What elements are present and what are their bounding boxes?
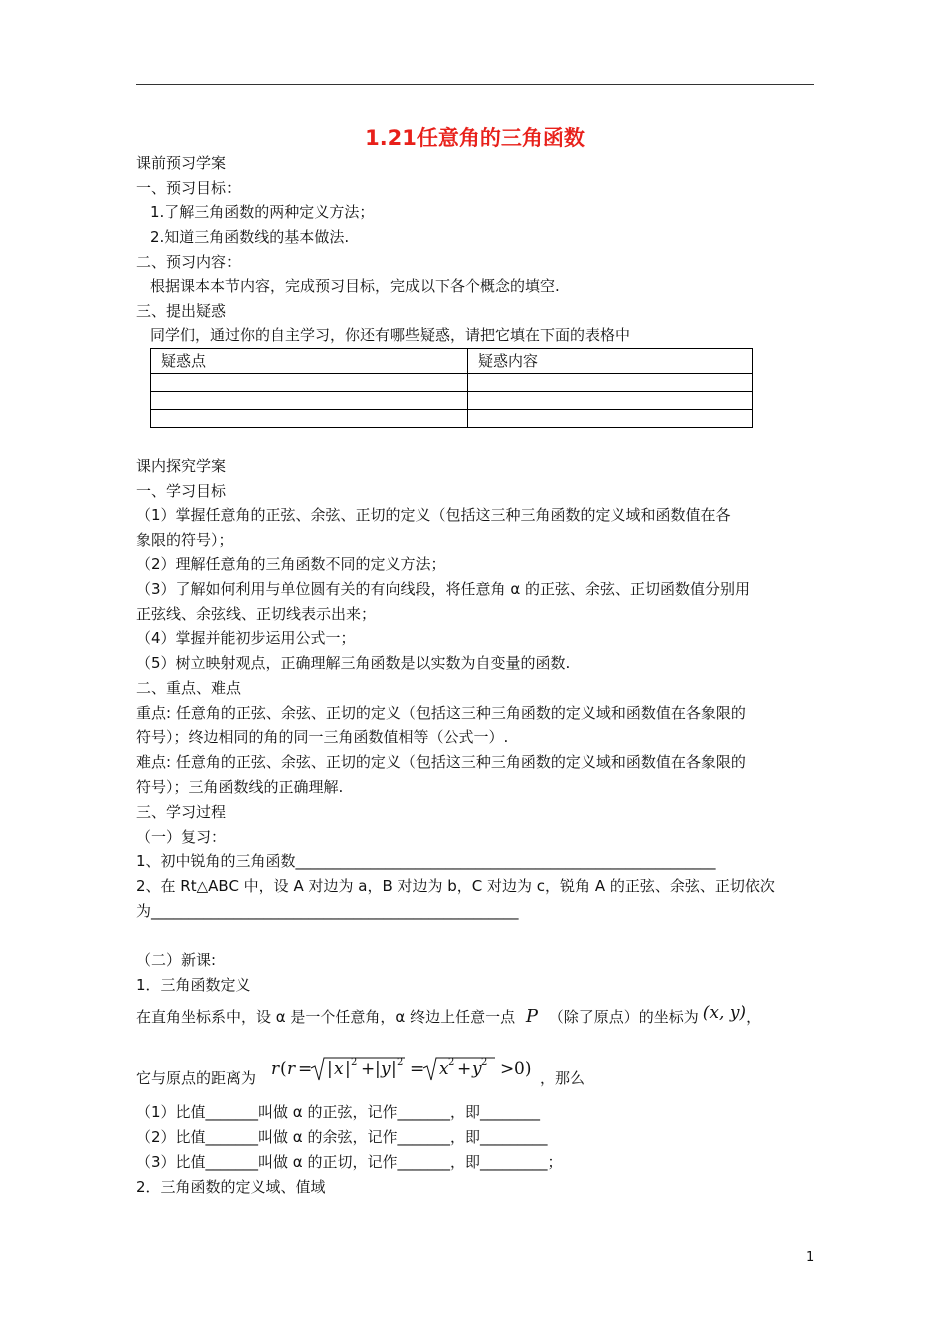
svg-text:2: 2 bbox=[351, 1057, 358, 1068]
svg-text:|: | bbox=[345, 1059, 351, 1079]
table-cell[interactable] bbox=[468, 392, 753, 410]
svg-text:x: x bbox=[439, 1059, 449, 1079]
review-heading: （一）复习： bbox=[136, 828, 227, 846]
document-title: 1.21任意角的三角函数 bbox=[365, 126, 585, 150]
goal-line: （3）了解如何利用与单位圆有关的有向线段，将任意角 α 的正弦、余弦、正切函数值分别用 bbox=[136, 580, 750, 598]
goal-line: 正弦线、余弦线、正切线表示出来； bbox=[136, 605, 377, 623]
point-p: P bbox=[525, 1006, 538, 1027]
doubt-table-header-point: 疑惑点 bbox=[151, 349, 468, 374]
svg-text:y: y bbox=[472, 1059, 482, 1079]
svg-text:2: 2 bbox=[397, 1057, 404, 1068]
table-cell[interactable] bbox=[151, 410, 468, 428]
svg-text:|: | bbox=[327, 1059, 333, 1079]
svg-text:r: r bbox=[271, 1059, 280, 1079]
pre-section-2-text: 根据课本本节内容，完成预习目标，完成以下各个概念的填空. bbox=[150, 277, 560, 295]
distance-formula bbox=[271, 1054, 541, 1090]
review-item-1: 1、初中锐角的三角函数________________________________________________________ bbox=[136, 852, 716, 870]
svg-text:=: = bbox=[410, 1059, 425, 1079]
table-cell[interactable] bbox=[151, 374, 468, 392]
definition-sentence bbox=[136, 1003, 762, 1027]
svg-text:x: x bbox=[334, 1059, 344, 1079]
fill-sine: （1）比值_______叫做 α 的正弦，记作_______，即________ bbox=[136, 1103, 540, 1121]
svg-text:|: | bbox=[375, 1059, 381, 1079]
svg-text:y: y bbox=[381, 1059, 391, 1079]
table-cell[interactable] bbox=[468, 374, 753, 392]
distance-text: 它与原点的距离为 bbox=[136, 1069, 257, 1087]
inclass-section-3: 三、学习过程 bbox=[136, 803, 227, 821]
pre-section-1: 一、预习目标： bbox=[136, 179, 242, 197]
new-lesson-heading: （二）新课: bbox=[136, 951, 217, 969]
svg-text:=: = bbox=[298, 1059, 313, 1079]
key-line: 难点: 任意角的正弦、余弦、正切的定义（包括这三种三角函数的定义域和函数值在各象限的 bbox=[136, 753, 746, 771]
inclass-heading: 课内探究学案 bbox=[136, 457, 227, 475]
pre-goal-2: 2.知道三角函数线的基本做法. bbox=[150, 228, 350, 246]
coordinate-xy: (x, y) bbox=[702, 1003, 747, 1023]
review-item-2: 2、在 Rt△ABC 中，设 A 对边为 a，B 对边为 b，C 对边为 c，锐角 A 的正弦、余弦、正切依次 bbox=[136, 877, 775, 895]
goal-line: （2）理解任意角的三角函数不同的定义方法； bbox=[136, 555, 446, 573]
svg-text:r: r bbox=[287, 1059, 296, 1079]
svg-text:0): 0) bbox=[514, 1059, 532, 1079]
goal-line: （1）掌握任意角的正弦、余弦、正切的定义（包括这三种三角函数的定义域和函数值在各 bbox=[136, 506, 731, 524]
pre-section-2: 二、预习内容： bbox=[136, 253, 242, 271]
svg-text:2: 2 bbox=[448, 1057, 455, 1068]
pre-goal-1: 1.了解三角函数的两种定义方法； bbox=[150, 203, 375, 221]
domain-range-heading: 2．三角函数的定义域、值域 bbox=[136, 1178, 326, 1196]
table-row bbox=[151, 392, 753, 410]
definition-text-c: ， bbox=[746, 1008, 762, 1026]
svg-text:+: + bbox=[361, 1059, 376, 1079]
distance-then: ，那么 bbox=[540, 1069, 586, 1087]
key-line: 符号）；三角函数线的正确理解. bbox=[136, 778, 344, 796]
inclass-section-1: 一、学习目标 bbox=[136, 482, 227, 500]
goal-line: （5）树立映射观点，正确理解三角函数是以实数为自变量的函数. bbox=[136, 654, 571, 672]
table-row bbox=[151, 410, 753, 428]
header-rule bbox=[136, 84, 814, 85]
table-cell[interactable] bbox=[151, 392, 468, 410]
pre-section-3: 三、提出疑惑 bbox=[136, 302, 227, 320]
review-item-2-cont: 为_________________________________________________ bbox=[136, 902, 519, 920]
goal-line: 象限的符号）； bbox=[136, 531, 234, 549]
svg-text:+: + bbox=[457, 1059, 472, 1079]
goal-line: （4）掌握并能初步运用公式一； bbox=[136, 629, 356, 647]
definition-heading: 1．三角函数定义 bbox=[136, 976, 251, 994]
pre-heading: 课前预习学案 bbox=[136, 154, 227, 172]
doubt-table bbox=[150, 348, 753, 428]
fill-cosine: （2）比值_______叫做 α 的余弦，记作_______，即_________ bbox=[136, 1128, 548, 1146]
pre-section-3-text: 同学们，通过你的自主学习，你还有哪些疑惑，请把它填在下面的表格中 bbox=[150, 326, 631, 344]
doubt-table-header-content: 疑惑内容 bbox=[468, 349, 753, 374]
svg-text:>: > bbox=[500, 1059, 515, 1079]
svg-text:(: ( bbox=[280, 1059, 287, 1079]
key-line: 重点: 任意角的正弦、余弦、正切的定义（包括这三种三角函数的定义域和函数值在各象限的 bbox=[136, 704, 746, 722]
svg-text:|: | bbox=[391, 1059, 397, 1079]
svg-text:2: 2 bbox=[481, 1057, 488, 1068]
inclass-section-2: 二、重点、难点 bbox=[136, 679, 242, 697]
fill-tangent: （3）比值_______叫做 α 的正切，记作_______，即_________； bbox=[136, 1153, 563, 1171]
definition-text-b: （除了原点）的坐标为 bbox=[548, 1008, 699, 1026]
key-line: 符号）；终边相同的角的同一三角函数值相等（公式一）. bbox=[136, 728, 509, 746]
definition-text-a: 在直角坐标系中，设 α 是一个任意角，α 终边上任意一点 bbox=[136, 1008, 516, 1026]
table-row bbox=[151, 374, 753, 392]
table-cell[interactable] bbox=[468, 410, 753, 428]
page-number: 1 bbox=[806, 1250, 815, 1265]
